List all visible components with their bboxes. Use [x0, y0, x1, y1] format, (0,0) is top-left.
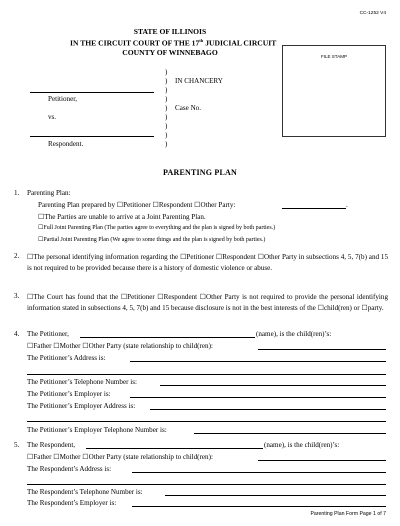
- petitioner-employer-phone-field[interactable]: [194, 433, 386, 434]
- respondent-phone-label: The Respondent’s Telephone Number is:: [27, 488, 143, 496]
- court-header: [70, 27, 277, 58]
- file-stamp-box: [282, 45, 386, 137]
- respondent-relationship-options[interactable]: ☐Father ☐Mother ☐Other Party (state relationship to child(ren):: [27, 453, 213, 461]
- item-1-heading: Parenting Plan:: [27, 189, 71, 197]
- petitioner-phone-label: The Petitioner’s Telephone Number is:: [27, 378, 137, 386]
- respondent-employer-label: The Respondent’s Employer is:: [27, 499, 117, 507]
- header-county: COUNTY OF WINNEBAGO: [122, 48, 218, 58]
- respondent-address-field-2[interactable]: [27, 484, 386, 485]
- in-chancery-label: IN CHANCERY: [175, 77, 223, 85]
- petitioner-name-line[interactable]: [30, 92, 154, 93]
- option-unable-agree[interactable]: ☐The Parties are unable to arrive at a Joint Parenting Plan.: [38, 213, 206, 221]
- petitioner-employer-phone-label: The Petitioner’s Employer Telephone Number is:: [27, 426, 167, 434]
- header-state: STATE OF ILLINOIS: [133, 27, 207, 36]
- petitioner-address-field-2[interactable]: [27, 374, 386, 375]
- case-no-label: Case No.: [175, 104, 202, 112]
- petitioner-employer-address-field[interactable]: [150, 409, 386, 410]
- respondent-label: Respondent.: [48, 140, 84, 148]
- petitioner-employer-address-field-2[interactable]: [27, 421, 386, 422]
- option-full-joint[interactable]: ☐Full Joint Parenting Plan (The parties agree to everything and the plan is signed by both parties.): [38, 225, 276, 231]
- respondent-name-line[interactable]: [30, 136, 154, 137]
- respondent-address-field[interactable]: [132, 472, 386, 473]
- respondent-relation-label: (name), is the child(ren)’s:: [264, 441, 340, 449]
- petitioner-name-field[interactable]: [80, 337, 255, 338]
- petitioner-employer-field[interactable]: [130, 397, 386, 398]
- form-page: CC-1252 V4 STATE OF ILLINOIS IN THE CIRCUIT COURT OF THE 17th JUDICIAL CIRCUIT COUNTY OF WINNEBAGO FILE STAMP ) ) ) ) ) ) ) ) ) IN CHANCERY Case No. Petitioner, vs. Respondent. PARENTING PLAN 1. Parenting Plan: Parenting Plan prepared by ☐Petitioner ☐Respondent ☐Other Party: . ☐The Parties are unable to arrive at a Joint Parenting Plan. ☐Full Joint Parenting Plan (The parties agree to everything and the plan is signed by both parties.) ☐Partial Joint Parenting Plan (We agree to some things and the plan is signed by both parties.) 2. ☐The personal identifying information regarding the ☐Petitioner ☐Respondent ☐Other Party in subsections 4, 5, 7(b) and 15 is not required to be provided because there is a history of domestic violence or abuse. 3. ☐The Court has found that the ☐Petitioner ☐Respondent ☐Other Party is not required to provide the personal identifying information stated in subsections 4, 5, 7(b) and 15 because disclosure is not in the best interests of the ☐child(ren) or ☐party. 4. The Petitioner, (name), is the child(ren)’s: ☐Father ☐Mother ☐Other Party (state relationship to child(ren): The Petitioner’s Address is: The Petitioner’s Telephone Number is: The Petitioner’s Employer is: The Petitioner’s Employer Address is: The Petitioner’s Employer Telephone Number is: 5. The Respondent, (name), is the child(ren)’s: ☐Father ☐Mother ☐Other Party (state relationship to child(ren): The Respondent’s Address is: The Respondent’s Telephone Number is: The Respondent’s Employer is: Parenting Plan Form Page 1 of 7: [0, 0, 400, 526]
- page-footer: Parenting Plan Form Page 1 of 7: [310, 511, 386, 517]
- item-2-text[interactable]: ☐The personal identifying information regarding the ☐Petitioner ☐Respondent ☐Other Party in subsections 4, 5, 7(b) and 15 is not required to be provided because there is a history of domestic violence or abuse.: [27, 253, 388, 272]
- petitioner-relationship-field[interactable]: [258, 349, 386, 350]
- petitioner-intro: The Petitioner,: [27, 330, 69, 338]
- document-title: PARENTING PLAN: [163, 168, 237, 177]
- header-court: IN THE CIRCUIT COURT OF THE 17th JUDICIAL CIRCUIT: [70, 38, 277, 48]
- respondent-relationship-field[interactable]: [258, 460, 386, 461]
- other-party-line[interactable]: [282, 208, 346, 209]
- petitioner-relationship-options[interactable]: ☐Father ☐Mother ☐Other Party (state relationship to child(ren):: [27, 342, 213, 350]
- file-stamp-label: FILE STAMP: [321, 54, 347, 59]
- respondent-intro: The Respondent,: [27, 441, 76, 449]
- petitioner-address-field[interactable]: [130, 361, 386, 362]
- petitioner-phone-field[interactable]: [160, 385, 386, 386]
- petitioner-employer-label: The Petitioner’s Employer is:: [27, 390, 111, 398]
- petitioner-label: Petitioner,: [48, 95, 78, 103]
- option-partial-joint[interactable]: ☐Partial Joint Parenting Plan (We agree to some things and the plan is signed by both parties.): [38, 237, 266, 243]
- respondent-phone-field[interactable]: [165, 495, 386, 496]
- petitioner-employer-address-label: The Petitioner’s Employer Address is:: [27, 402, 136, 410]
- item-3-number: 3.: [14, 292, 20, 300]
- respondent-employer-field[interactable]: [132, 506, 386, 507]
- item-5-number: 5.: [14, 441, 20, 449]
- item-1-prepared-by[interactable]: Parenting Plan prepared by ☐Petitioner ☐Respondent ☐Other Party:: [38, 201, 236, 209]
- petitioner-relation-label: (name), is the child(ren)’s:: [256, 330, 332, 338]
- item-4-number: 4.: [14, 330, 20, 338]
- respondent-name-field[interactable]: [86, 448, 263, 449]
- respondent-address-label: The Respondent’s Address is:: [27, 465, 112, 473]
- vs-label: vs.: [48, 113, 57, 121]
- petitioner-address-label: The Petitioner’s Address is:: [27, 354, 106, 362]
- item-3-text[interactable]: ☐The Court has found that the ☐Petitioner ☐Respondent ☐Other Party is not required to provide the personal identifying information stated in subsections 4, 5, 7(b) and 15 because disclosure is not in the best interests of the ☐child(ren) or ☐party.: [27, 293, 388, 312]
- item-1-number: 1.: [14, 189, 20, 197]
- form-code: CC-1252 V4: [359, 11, 386, 16]
- item-2-number: 2.: [14, 252, 20, 260]
